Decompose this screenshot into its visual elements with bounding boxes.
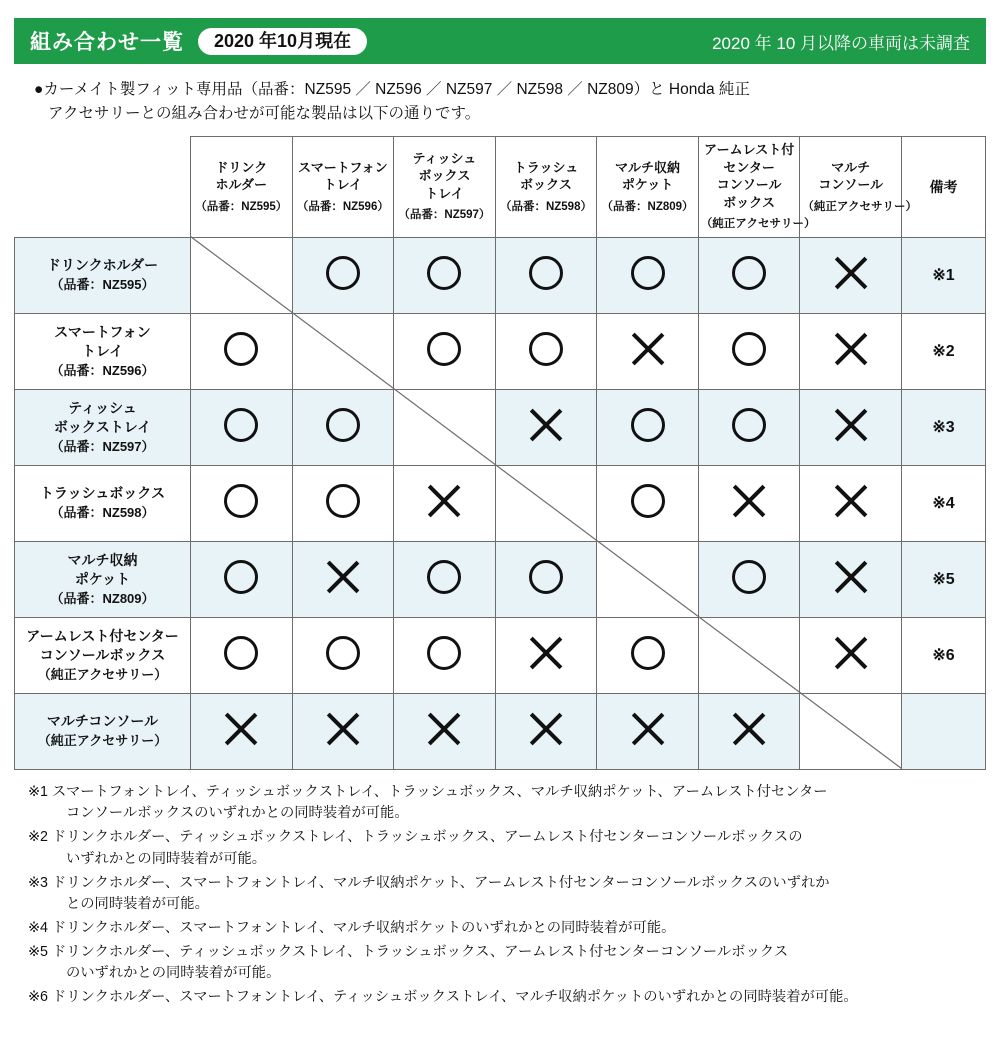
col-label-line1: ティッシュ xyxy=(412,150,477,166)
matrix-cell-incompatible xyxy=(495,693,597,769)
matrix-cell-compatible xyxy=(394,617,496,693)
col-part-number: （品番：NZ596） xyxy=(296,200,389,213)
circle-icon xyxy=(631,484,665,518)
col-label-line2: コンソール xyxy=(818,177,884,193)
footnote-text: ドリンクホルダー、スマートフォントレイ、マルチ収納ポケット、アームレスト付センターコンソールボックスのいずれか との同時装着が可能。 xyxy=(52,873,974,916)
col-label-line3: コンソール xyxy=(716,177,782,193)
matrix-cell-incompatible xyxy=(800,313,902,389)
table-row xyxy=(15,693,986,769)
table-row xyxy=(15,313,986,389)
matrix-cell-compatible xyxy=(292,389,394,465)
col-label-line1: スマートフォン xyxy=(297,159,388,175)
matrix-cell-compatible xyxy=(495,313,597,389)
circle-icon xyxy=(224,408,258,442)
footnote-tag: ※5 xyxy=(28,943,48,960)
circle-icon xyxy=(224,560,258,594)
matrix-cell-self xyxy=(800,693,902,769)
circle-icon xyxy=(326,636,360,670)
cross-icon xyxy=(834,636,868,670)
matrix-cell-incompatible xyxy=(495,389,597,465)
column-header-multi-pocket xyxy=(597,137,699,238)
circle-icon xyxy=(732,332,766,366)
col-part-number: （品番：NZ809） xyxy=(601,200,694,213)
matrix-cell-compatible xyxy=(394,237,496,313)
table-row xyxy=(15,541,986,617)
matrix-cell-incompatible xyxy=(800,541,902,617)
row-part-number: （純正アクセサリー） xyxy=(37,732,168,748)
matrix-cell-compatible xyxy=(495,541,597,617)
row-label-line1: アームレスト付センター xyxy=(26,627,179,644)
row-part-number: （純正アクセサリー） xyxy=(37,666,168,682)
circle-icon xyxy=(631,408,665,442)
footnote-tag: ※6 xyxy=(28,989,48,1006)
matrix-cell-compatible xyxy=(698,541,800,617)
row-label-line2: トレイ xyxy=(81,343,124,360)
matrix-wrapper xyxy=(0,136,1000,770)
footnote-tag: ※3 xyxy=(28,874,48,891)
matrix-cell-compatible xyxy=(292,237,394,313)
matrix-cell-incompatible xyxy=(800,465,902,541)
column-header-armrest-console-box xyxy=(698,137,816,238)
matrix-cell-incompatible xyxy=(800,237,902,313)
cross-icon xyxy=(326,560,360,594)
col-label-line2: ボックス xyxy=(520,177,572,193)
row-label-line2: ポケット xyxy=(74,571,131,588)
cross-icon xyxy=(834,256,868,290)
row-label-line1: トラッシュボックス xyxy=(39,485,166,502)
matrix-body xyxy=(15,237,986,769)
header-bar xyxy=(14,18,986,64)
circle-icon xyxy=(631,636,665,670)
row-part-number: （品番：NZ596） xyxy=(50,362,155,378)
cross-icon xyxy=(326,712,360,746)
footnote-text: スマートフォントレイ、ティッシュボックストレイ、トラッシュボックス、マルチ収納ポケット、アームレスト付センター コンソールボックスのいずれかとの同時装着が可能。 xyxy=(52,782,974,825)
compatibility-matrix xyxy=(14,136,986,770)
footnote xyxy=(28,918,974,940)
footnote-text-cont: コンソールボックスのいずれかとの同時装着が可能。 xyxy=(65,805,409,822)
cross-icon xyxy=(834,484,868,518)
footnote-text-cont: のいずれかとの同時装着が可能。 xyxy=(65,965,281,982)
matrix-cell-compatible xyxy=(597,465,699,541)
matrix-cell-remark xyxy=(902,313,986,389)
col-label-line2: トレイ xyxy=(323,177,363,193)
row-part-number: （品番：NZ597） xyxy=(50,438,155,454)
header-note: 2020 年 10 月以降の車両は未調査 xyxy=(712,33,970,53)
col-label-line2: ホルダー xyxy=(215,177,268,193)
row-part-number: （品番：NZ598） xyxy=(50,504,155,520)
row-header xyxy=(15,541,191,617)
matrix-cell-incompatible xyxy=(597,313,699,389)
footnote-text: ドリンクホルダー、スマートフォントレイ、ティッシュボックストレイ、マルチ収納ポケットのいずれかとの同時装着が可能。 xyxy=(51,989,858,1006)
row-header xyxy=(15,465,191,541)
matrix-cell-incompatible xyxy=(394,693,496,769)
circle-icon xyxy=(631,256,665,290)
footnotes xyxy=(28,782,974,1009)
row-header xyxy=(15,313,191,389)
matrix-cell-remark xyxy=(902,541,986,617)
matrix-cell-self xyxy=(698,617,800,693)
circle-icon xyxy=(224,332,258,366)
row-header xyxy=(15,693,191,769)
footnote xyxy=(28,782,974,825)
matrix-cell-compatible xyxy=(597,617,699,693)
col-label-line1: アームレスト付 xyxy=(703,142,795,158)
matrix-head xyxy=(15,137,986,238)
col-label-line2: ポケット xyxy=(621,177,674,193)
cross-icon xyxy=(732,712,766,746)
remark-label: ※5 xyxy=(932,571,955,589)
matrix-cell-compatible xyxy=(698,389,800,465)
col-label-line4: ボックス xyxy=(723,194,776,210)
cross-icon xyxy=(529,408,563,442)
matrix-cell-compatible xyxy=(292,617,394,693)
circle-icon xyxy=(427,636,461,670)
cross-icon xyxy=(834,408,868,442)
intro-line-1: カーメイト製フィット専用品（品番：NZ595 ／ NZ596 ／ NZ597 ／ NZ598 ／ NZ809）と Honda 純正 xyxy=(43,81,750,98)
footnote-text: ドリンクホルダー、ティッシュボックストレイ、トラッシュボックス、アームレスト付センターコンソールボックスの いずれかとの同時装着が可能。 xyxy=(52,827,974,870)
matrix-cell-compatible xyxy=(597,389,699,465)
circle-icon xyxy=(732,408,766,442)
row-label-line2: コンソールボックス xyxy=(39,647,166,664)
footnote xyxy=(28,827,974,870)
matrix-cell-incompatible xyxy=(800,389,902,465)
row-label-line1: スマートフォン xyxy=(54,323,151,340)
circle-icon xyxy=(224,636,258,670)
column-header-trash-box xyxy=(495,137,597,238)
remark-label: ※1 xyxy=(932,267,955,285)
footnote-text-cont: との同時装着が可能。 xyxy=(65,896,209,913)
circle-icon xyxy=(427,256,461,290)
circle-icon xyxy=(529,256,563,290)
intro-text xyxy=(34,78,970,126)
matrix-cell-incompatible xyxy=(597,693,699,769)
matrix-cell-compatible xyxy=(191,465,293,541)
footnote xyxy=(28,942,974,985)
column-header-drink-holder xyxy=(191,137,293,238)
footnote-tag: ※1 xyxy=(28,783,48,800)
cross-icon xyxy=(529,712,563,746)
matrix-cell-compatible xyxy=(495,237,597,313)
circle-icon xyxy=(326,408,360,442)
col-part-number: （品番：NZ595） xyxy=(195,200,288,213)
footnote-text: ドリンクホルダー、ティッシュボックストレイ、トラッシュボックス、アームレスト付センターコンソールボックス のいずれかとの同時装着が可能。 xyxy=(52,942,974,985)
matrix-cell-self xyxy=(394,389,496,465)
row-header xyxy=(15,237,191,313)
cross-icon xyxy=(834,560,868,594)
table-row xyxy=(15,465,986,541)
col-part-number: （純正アクセサリー） xyxy=(802,200,918,213)
matrix-cell-incompatible xyxy=(698,465,800,541)
matrix-cell-self xyxy=(292,313,394,389)
circle-icon xyxy=(326,256,360,290)
circle-icon xyxy=(732,256,766,290)
row-label-line1: マルチ収納 xyxy=(67,551,138,568)
matrix-cell-compatible xyxy=(394,541,496,617)
matrix-cell-remark xyxy=(902,693,986,769)
col-label-line2: ボックス xyxy=(418,168,471,184)
page-root xyxy=(0,18,1000,1041)
footnote xyxy=(28,873,974,916)
col-label-line1: マルチ収納 xyxy=(615,159,681,175)
col-label-line1: トラッシュ xyxy=(513,159,579,175)
matrix-cell-compatible xyxy=(394,313,496,389)
table-row xyxy=(15,617,986,693)
matrix-cell-incompatible xyxy=(698,693,800,769)
footnote-tag: ※2 xyxy=(28,829,48,846)
circle-icon xyxy=(427,560,461,594)
matrix-cell-compatible xyxy=(698,237,800,313)
cross-icon xyxy=(631,332,665,366)
remark-label: ※4 xyxy=(932,495,955,513)
intro-line-2: アクセサリーとの組み合わせが可能な製品は以下の通りです。 xyxy=(48,105,481,123)
footnote-text: ドリンクホルダー、スマートフォントレイ、マルチ収納ポケットのいずれかとの同時装着が可能。 xyxy=(51,920,676,937)
matrix-cell-compatible xyxy=(698,313,800,389)
row-part-number: （品番：NZ809） xyxy=(50,590,155,606)
matrix-cell-incompatible xyxy=(292,541,394,617)
footnote xyxy=(28,987,974,1009)
matrix-cell-incompatible xyxy=(800,617,902,693)
cross-icon xyxy=(224,712,258,746)
matrix-cell-incompatible xyxy=(394,465,496,541)
row-label-line2: ボックストレイ xyxy=(53,419,152,436)
col-label-line3: トレイ xyxy=(425,185,464,201)
cross-icon xyxy=(427,712,461,746)
footnote-tag: ※4 xyxy=(28,920,48,937)
matrix-cell-compatible xyxy=(597,237,699,313)
matrix-cell-remark xyxy=(902,389,986,465)
matrix-cell-remark xyxy=(902,465,986,541)
col-part-number: （品番：NZ598） xyxy=(499,200,592,213)
row-header xyxy=(15,617,191,693)
row-header xyxy=(15,389,191,465)
table-row xyxy=(15,237,986,313)
column-header-tissue-box-tray xyxy=(394,137,496,238)
matrix-cell-compatible xyxy=(191,617,293,693)
remark-label: ※3 xyxy=(932,419,955,437)
cross-icon xyxy=(732,484,766,518)
matrix-cell-remark xyxy=(902,617,986,693)
date-badge: 2020 年10月現在 xyxy=(198,28,367,55)
row-label-line1: ティッシュ xyxy=(68,399,137,416)
column-header-multi-console xyxy=(800,137,918,238)
matrix-cell-self xyxy=(191,237,293,313)
circle-icon xyxy=(427,332,461,366)
col-label-line1: マルチ xyxy=(831,159,871,175)
circle-icon xyxy=(529,560,563,594)
cross-icon xyxy=(834,332,868,366)
col-part-number: （品番：NZ597） xyxy=(398,209,491,222)
table-row xyxy=(15,389,986,465)
intro-bullet: ● xyxy=(34,81,44,98)
col-part-number: （純正アクセサリー） xyxy=(700,218,816,231)
matrix-header-row xyxy=(15,137,986,238)
circle-icon xyxy=(224,484,258,518)
matrix-cell-incompatible xyxy=(191,693,293,769)
circle-icon xyxy=(529,332,563,366)
row-part-number: （品番：NZ595） xyxy=(50,276,155,292)
matrix-cell-self xyxy=(597,541,699,617)
matrix-cell-incompatible xyxy=(292,693,394,769)
matrix-cell-compatible xyxy=(191,313,293,389)
row-label-line1: ドリンクホルダー xyxy=(46,257,159,274)
column-header-smartphone-tray xyxy=(292,137,394,238)
page-title: 組み合わせ一覧 xyxy=(30,31,184,54)
footnote-text-cont: いずれかとの同時装着が可能。 xyxy=(65,850,267,867)
cross-icon xyxy=(529,636,563,670)
cross-icon xyxy=(427,484,461,518)
cross-icon xyxy=(631,712,665,746)
matrix-corner xyxy=(15,137,191,238)
circle-icon xyxy=(732,560,766,594)
row-label-line1: マルチコンソール xyxy=(46,713,159,730)
column-header-remarks: 備考 xyxy=(902,137,986,238)
col-label-line1: ドリンク xyxy=(215,159,268,175)
matrix-cell-incompatible xyxy=(495,617,597,693)
remark-label: ※2 xyxy=(932,343,955,361)
matrix-cell-remark xyxy=(902,237,986,313)
remark-label: ※6 xyxy=(932,647,955,665)
circle-icon xyxy=(326,484,360,518)
matrix-cell-self xyxy=(495,465,597,541)
matrix-cell-compatible xyxy=(191,389,293,465)
matrix-cell-compatible xyxy=(191,541,293,617)
matrix-cell-compatible xyxy=(292,465,394,541)
col-label-line2: センター xyxy=(723,159,775,175)
